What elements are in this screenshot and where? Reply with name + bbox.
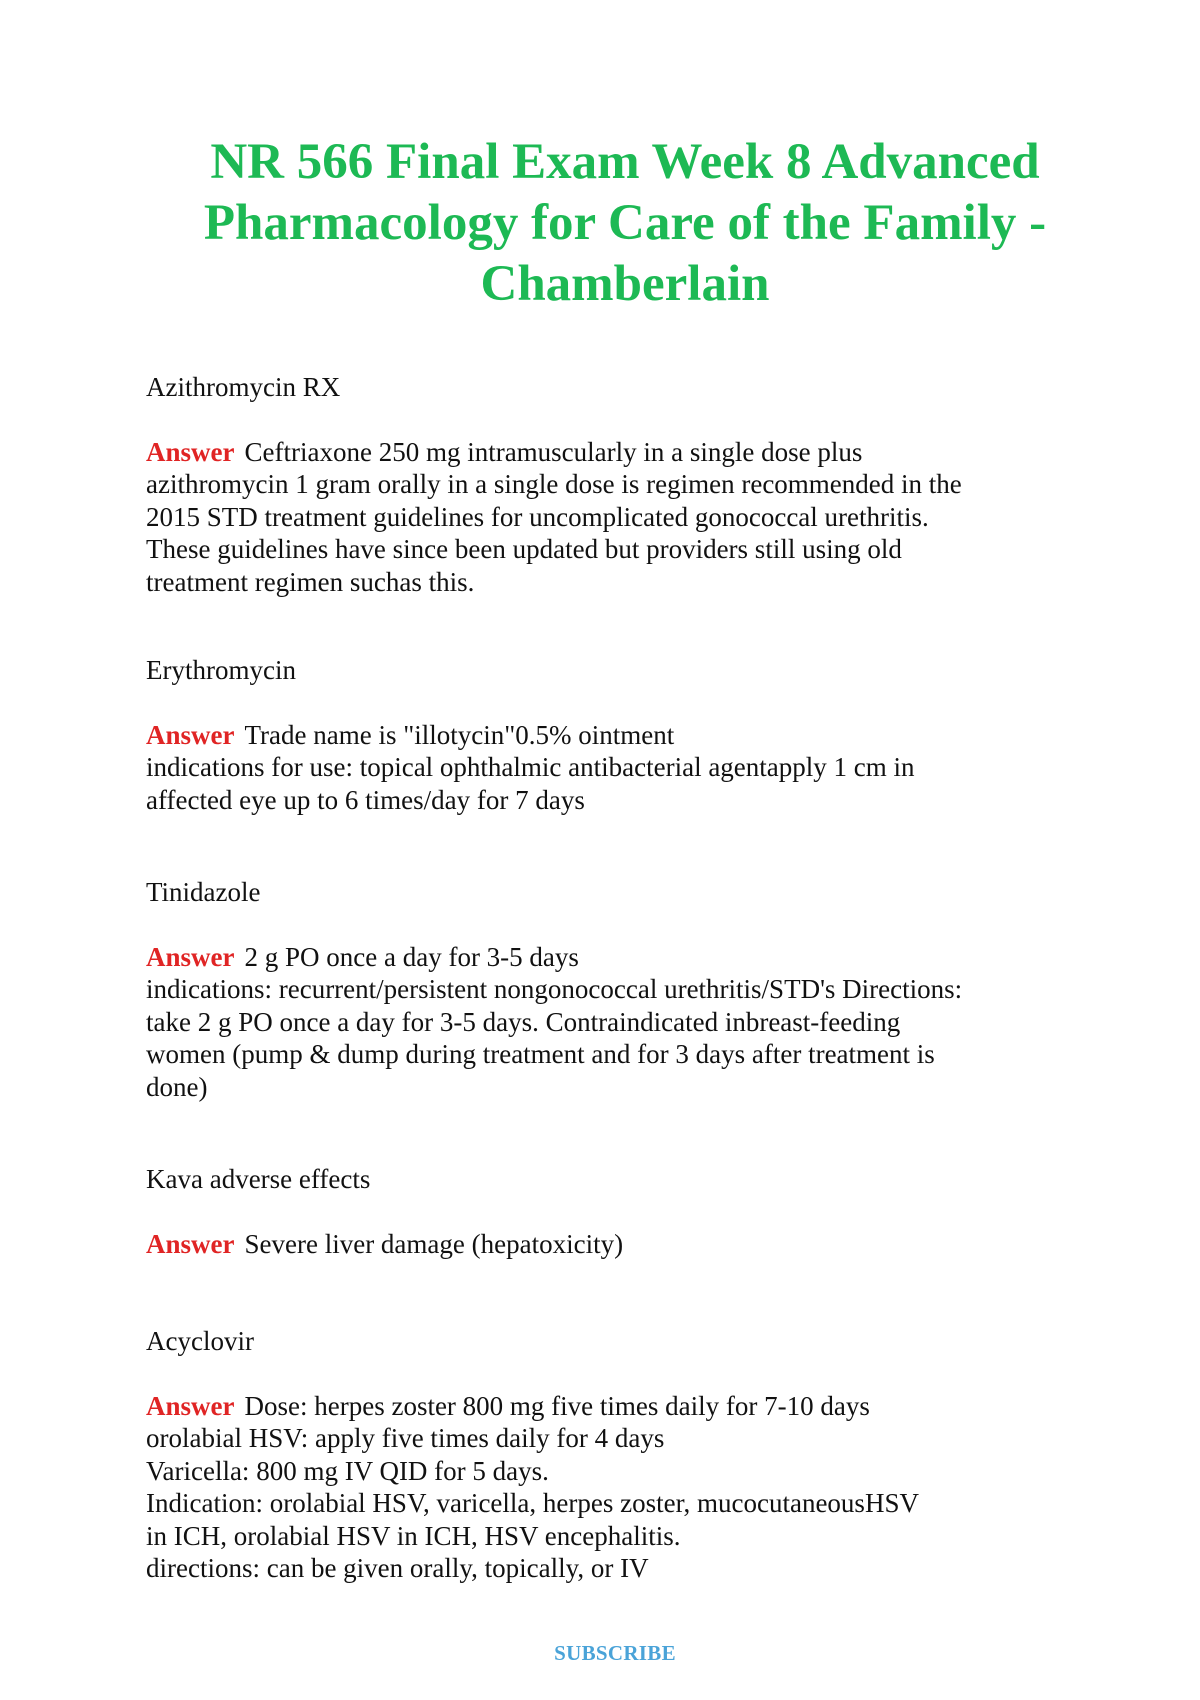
page-title <box>100 132 1150 315</box>
answer-text: treatment regimen suchas this. <box>146 566 475 597</box>
subscribe-link[interactable]: SUBSCRIBE <box>554 1641 676 1665</box>
answer-text: 2015 STD treatment guidelines for uncomplicated gonococcal urethritis. <box>146 501 929 532</box>
answer-block <box>146 719 1086 817</box>
qa-item <box>146 371 1086 598</box>
answer-text: take 2 g PO once a day for 3-5 days. Contraindicated inbreast-feeding <box>146 1006 901 1037</box>
answer-text: Severe liver damage (hepatoxicity) <box>244 1228 624 1259</box>
answer-text: indications for use: topical ophthalmic antibacterial agentapply 1 cm in <box>146 752 915 782</box>
answer-text: Dose: herpes zoster 800 mg five times daily for 7-10 days <box>244 1390 870 1421</box>
qa-item <box>146 1325 1086 1585</box>
answer-text: azithromycin 1 gram orally in a single dose is regimen recommended in the <box>146 469 962 499</box>
answer-text: orolabial HSV: apply five times daily for 4 days <box>146 1423 665 1453</box>
question-text: Kava adverse effects <box>146 1164 371 1194</box>
answer-text: 2 g PO once a day for 3-5 days <box>244 941 579 972</box>
qa-item <box>146 1163 1086 1260</box>
answer-label: Answer <box>146 941 235 972</box>
answer-block <box>146 436 1086 599</box>
answer-text: women (pump & dump during treatment and for 3 days after treatment is <box>146 1039 935 1069</box>
answer-block <box>146 1390 1086 1585</box>
title-line: NR 566 Final Exam Week 8 Advanced <box>210 134 1040 190</box>
answer-block <box>146 941 1086 1104</box>
answer-text: affected eye up to 6 times/day for 7 days <box>146 784 585 815</box>
answer-label: Answer <box>146 1228 235 1259</box>
question-text: Tinidazole <box>146 877 261 907</box>
answer-text: indications: recurrent/persistent nongonococcal urethritis/STD's Directions: <box>146 974 963 1004</box>
answer-block <box>146 1228 1086 1261</box>
answer-text: Indication: orolabial HSV, varicella, herpes zoster, mucocutaneousHSV <box>146 1488 919 1518</box>
question-text: Erythromycin <box>146 655 296 685</box>
answer-text: Ceftriaxone 250 mg intramuscularly in a single dose plus <box>244 436 863 467</box>
title-line: Pharmacology for Care of the Family - <box>203 195 1047 251</box>
question-text: Acyclovir <box>146 1326 254 1356</box>
answer-text: directions: can be given orally, topically, or IV <box>146 1553 649 1583</box>
answer-text: in ICH, orolabial HSV in ICH, HSV encephalitis. <box>146 1520 681 1551</box>
answer-text: These guidelines have since been updated but providers still using old <box>146 534 902 564</box>
answer-text: Varicella: 800 mg IV QID for 5 days. <box>146 1455 549 1486</box>
answer-label: Answer <box>146 436 235 467</box>
title-line: Chamberlain <box>480 256 770 312</box>
answer-text: done) <box>146 1071 208 1102</box>
answer-label: Answer <box>146 719 235 750</box>
question-text: Azithromycin RX <box>146 372 341 402</box>
answer-text: Trade name is "illotycin"0.5% ointment <box>244 719 675 750</box>
qa-item <box>146 876 1086 1103</box>
answer-label: Answer <box>146 1390 235 1421</box>
qa-list <box>146 371 1086 1585</box>
qa-item <box>146 654 1086 816</box>
